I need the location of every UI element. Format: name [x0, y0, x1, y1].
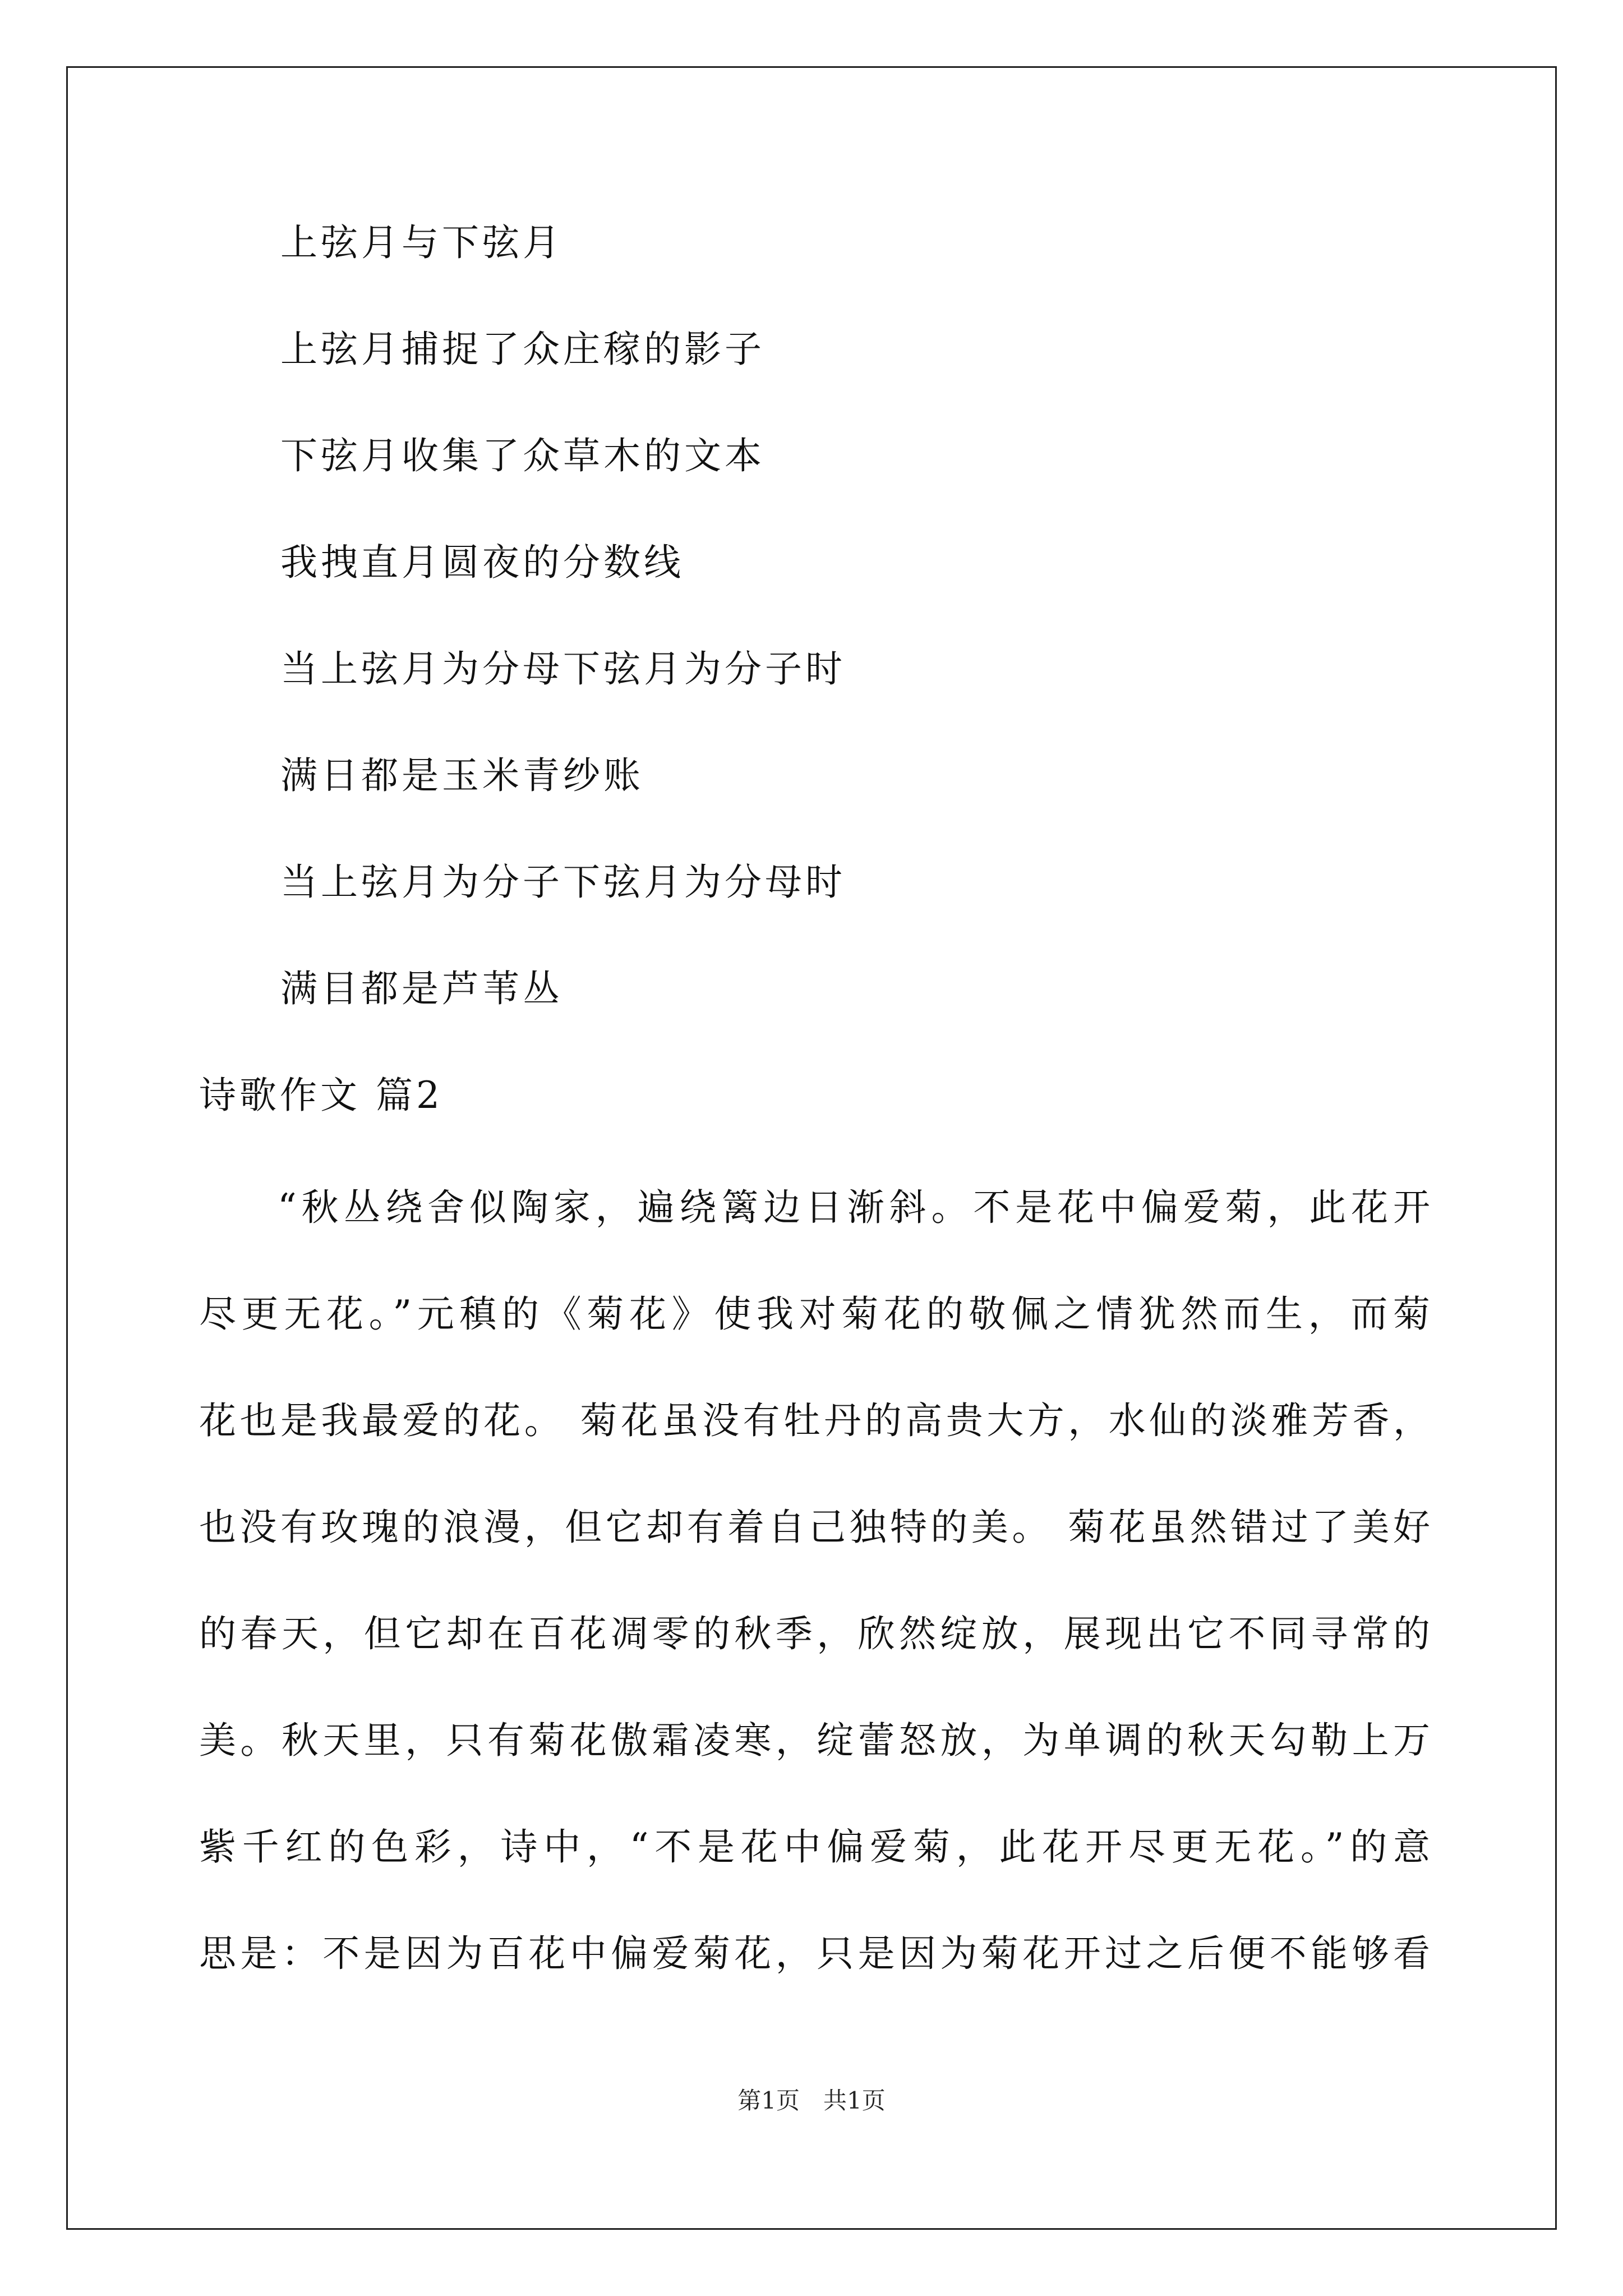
- paragraph-line: 也没有玫瑰的浪漫，但它却有着自己独特的美。 菊花虽然错过了美好: [199, 1506, 1433, 1549]
- poem-line: 当上弦月为分子下弦月为分母时: [280, 861, 846, 904]
- paragraph-line: 花也是我最爱的花。 菊花虽没有牡丹的高贵大方，水仙的淡雅芳香，: [199, 1399, 1433, 1442]
- page-footer: 第1页 共1页: [737, 2087, 886, 2114]
- poem-line: 上弦月与下弦月: [280, 221, 563, 264]
- paragraph-line: 紫千红的色彩，诗中，“不是花中偏爱菊，此花开尽更无花。”的意: [199, 1825, 1433, 1869]
- essay-paragraph: [199, 1154, 1433, 2007]
- poem-line: 当上弦月为分母下弦月为分子时: [280, 647, 846, 691]
- poem-line: 满日都是玉米青纱账: [280, 754, 644, 797]
- poem-line: 我拽直月圆夜的分数线: [280, 541, 684, 584]
- paragraph-line: 尽更无花。”元稹的《菊花》使我对菊花的敬佩之情犹然而生，而菊: [199, 1292, 1433, 1336]
- poem-line: 上弦月捕捉了众庄稼的影子: [280, 328, 765, 371]
- paragraph-line: 的春天，但它却在百花凋零的秋季，欣然绽放，展现出它不同寻常的: [199, 1612, 1433, 1655]
- paragraph-line: “秋丛绕舍似陶家，遍绕篱边日渐斜。不是花中偏爱菊，此花开: [278, 1186, 1433, 1229]
- paragraph-line: 美。秋天里，只有菊花傲霜凌寒，绽蕾怒放，为单调的秋天勾勒上万: [199, 1719, 1433, 1762]
- poem-line: 满目都是芦苇丛: [280, 967, 563, 1010]
- poem-line: 下弦月收集了众草木的文本: [280, 434, 765, 477]
- paragraph-line: 思是：不是因为百花中偏爱菊花，只是因为菊花开过之后便不能够看: [199, 1932, 1433, 1975]
- section-heading: 诗歌作文 篇2: [199, 1074, 443, 1117]
